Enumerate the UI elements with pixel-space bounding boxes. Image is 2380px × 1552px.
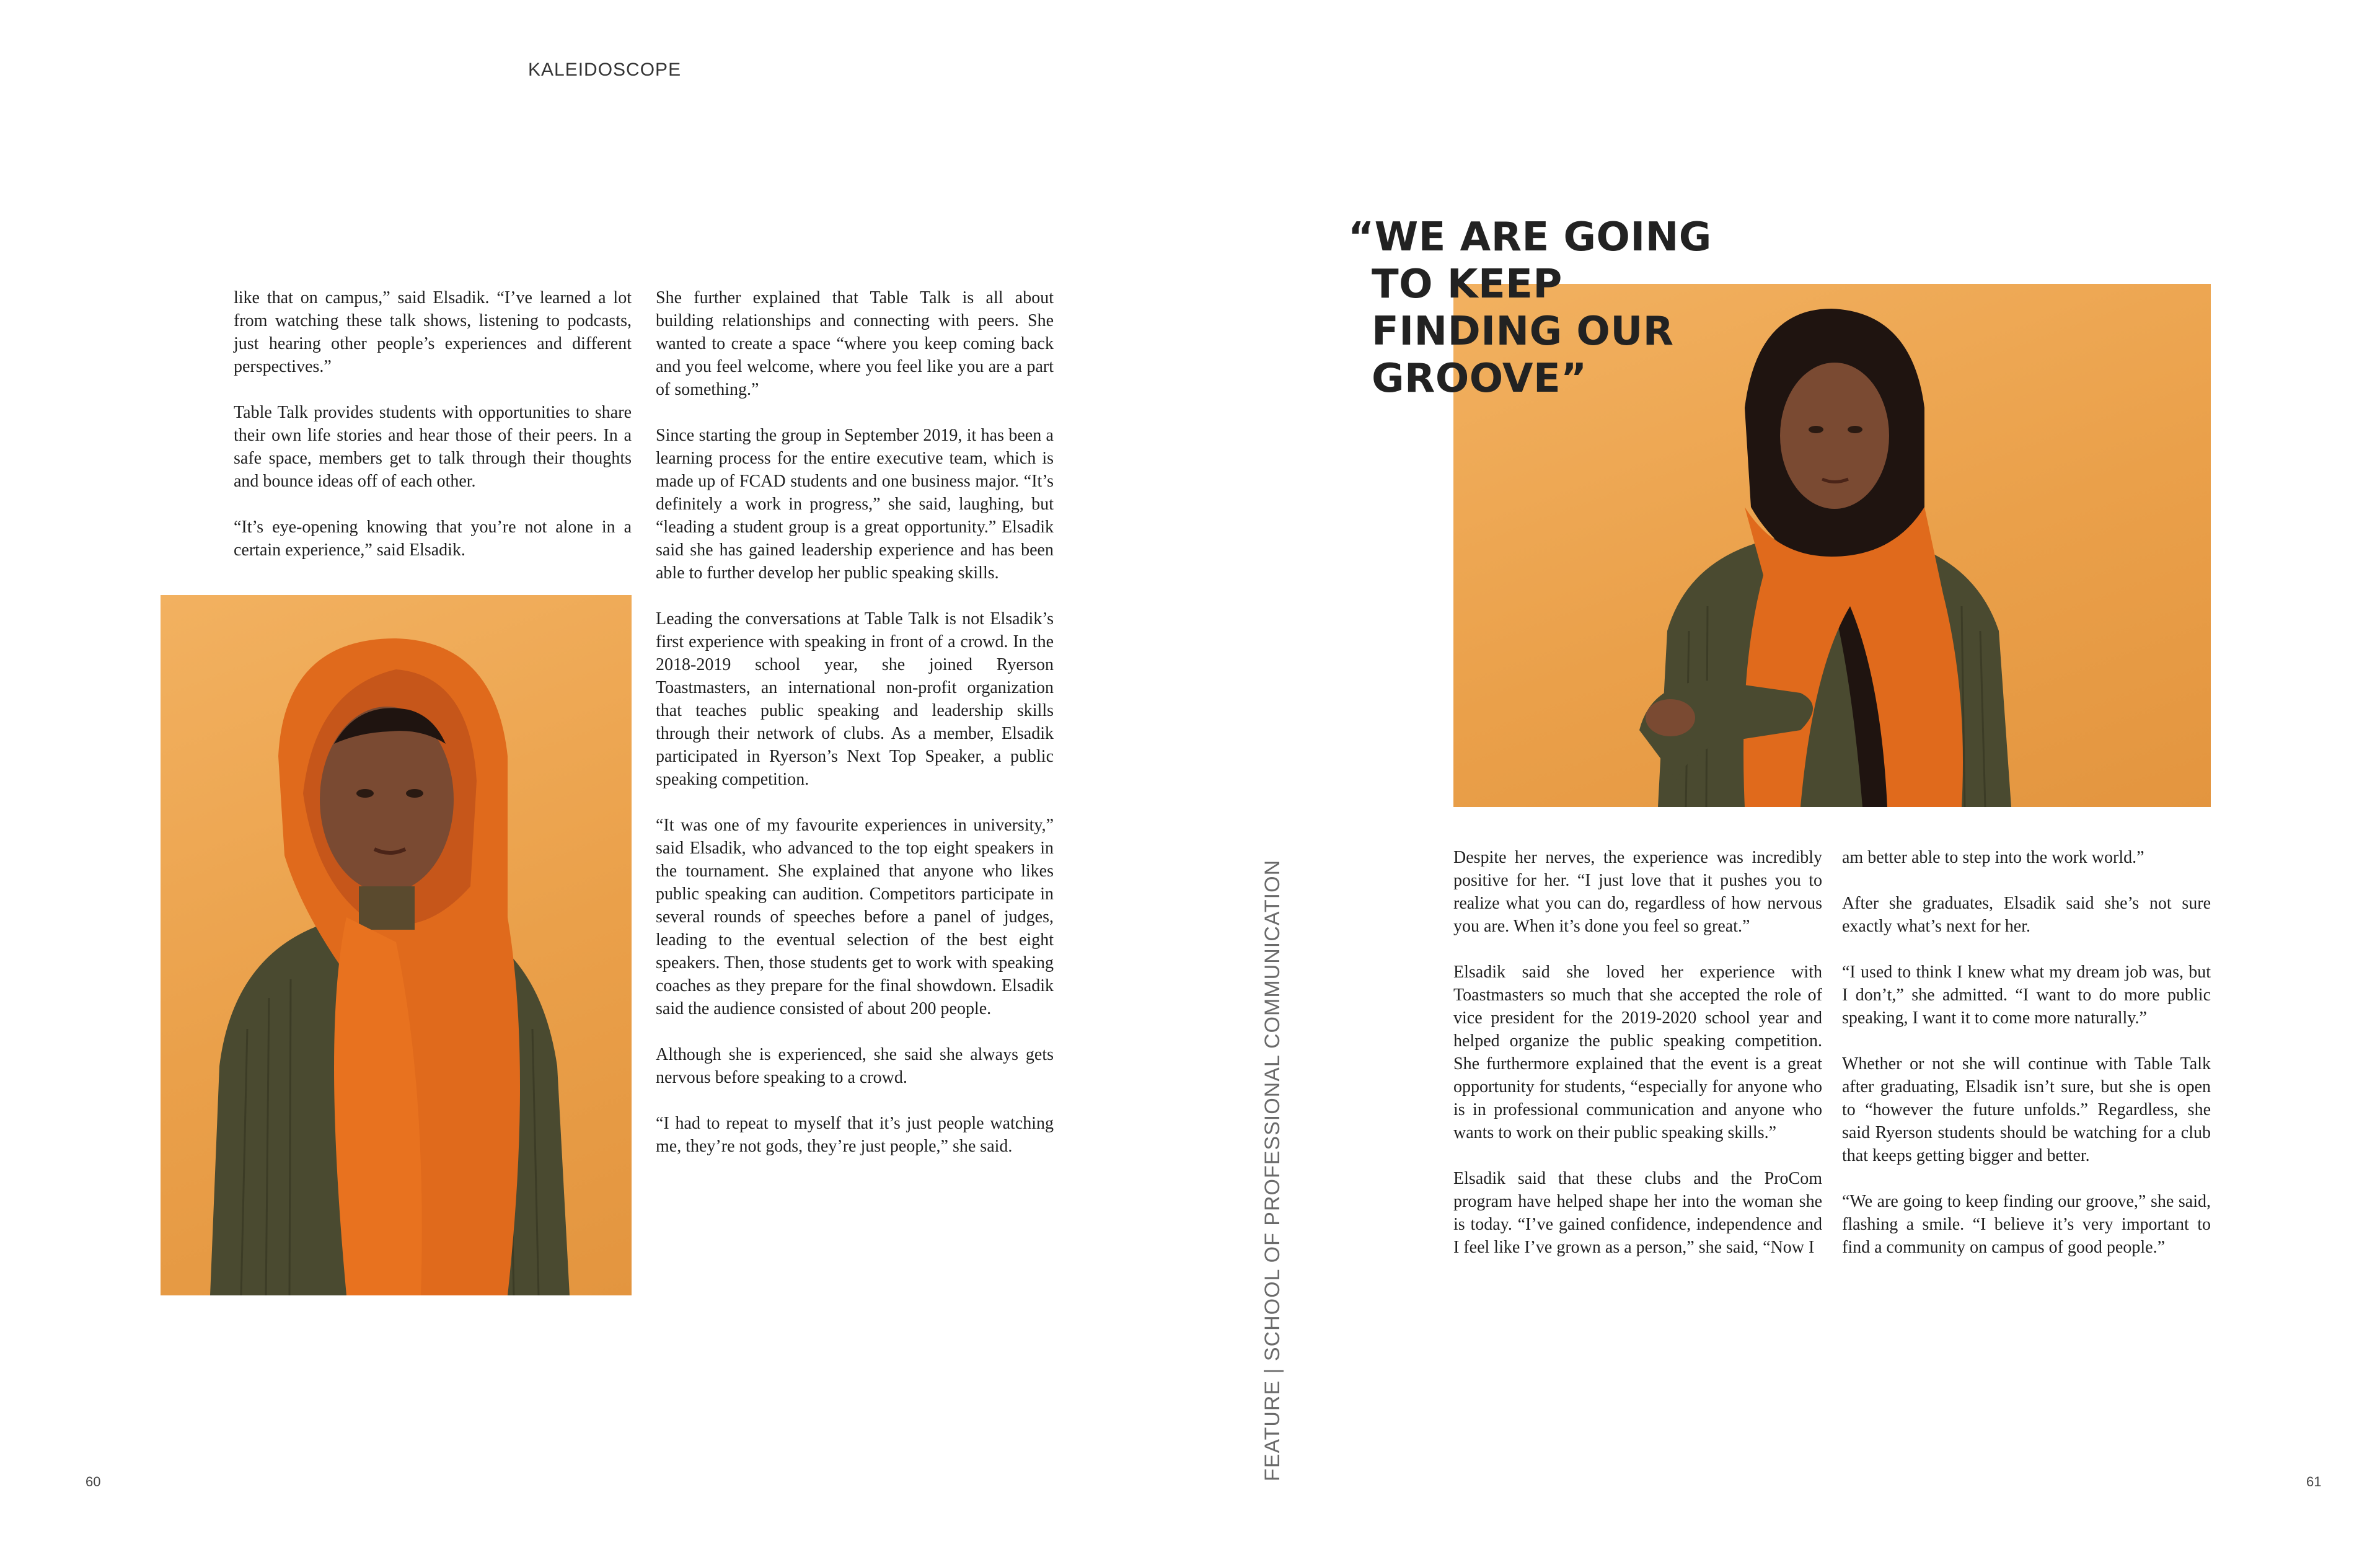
paragraph: “I used to think I knew what my dream job was, but I don’t,” she admitted. “I want to do more public speaking, I want it to come more naturally.” — [1842, 963, 2211, 1028]
running-head: KALEIDOSCOPE — [528, 60, 682, 80]
paragraph: “We are going to keep finding our groove,” she said, flashing a smile. “I believe it’s very important to find a community on campus of good people.” — [1842, 1192, 2211, 1257]
page-number-left: 60 — [86, 1474, 101, 1489]
paragraph: “I had to repeat to myself that it’s just people watching me, they’re not gods, they’re just people,” she said. — [656, 1114, 1054, 1156]
portrait-photo-profile — [161, 595, 632, 1295]
paragraph: Leading the conversations at Table Talk is not Elsadik’s first experience with speaking in front of a crowd. In the 2018-2019 school year, she joined Ryerson Toastmasters, an international non-profit organization that teaches public speaking and leadership skills through their network of clubs. As a member, Elsadik participated in Ryerson’s Next Top Speaker, a public speaking competition. — [656, 609, 1054, 789]
paragraph: After she graduates, Elsadik said she’s not sure exactly what’s next for her. — [1842, 894, 2211, 936]
paragraph: “It’s eye-opening knowing that you’re not alone in a certain experience,” said Elsadik. — [234, 518, 632, 560]
right-column-1 — [1453, 846, 1822, 1282]
pull-quote — [1348, 214, 1794, 402]
paragraph: Elsadik said that these clubs and the ProCom program have helped shape her into the woman she is today. “I’ve gained confidence, independence and I feel like I’ve grown as a person,” she said, “Now I — [1453, 1169, 1822, 1257]
paragraph: Table Talk provides students with opportunities to share their own life stories and hear those of their peers. In a safe space, members get to talk through their thoughts and bounce ideas off of each other. — [234, 403, 632, 491]
paragraph: like that on campus,” said Elsadik. “I’ve learned a lot from watching these talk shows, listening to podcasts, just hearing other people’s experiences and different perspectives.” — [234, 288, 632, 376]
paragraph: Despite her nerves, the experience was incredibly positive for her. “I just love that it pushes you to realize what you can do, regardless of how nervous you are. When it’s done you feel so great.” — [1453, 848, 1822, 936]
paragraph: Although she is experienced, she said she always gets nervous before speaking to a crowd. — [656, 1045, 1054, 1087]
paragraph: Elsadik said she loved her experience with Toastmasters so much that she accepted the role of vice president for the 2019-2020 school year and helped organize the public speaking competition. She furthermore explained that the event is a great opportunity for students, “especially for anyone who is in professional communication and anyone who wants to work on their public speaking skills.” — [1453, 963, 1822, 1142]
section-label: FEATURE | SCHOOL OF PROFESSIONAL COMMUNICATION — [1261, 859, 1284, 1481]
paragraph: “It was one of my favourite experiences in university,” said Elsadik, who advanced to the top eight speakers in the tournament. She explained that anyone who likes public speaking can audition. Competitors participate in several rounds of speeches before a panel of judges, leading to the eventual selection of the best eight speakers. Then, those students get to work with speaking coaches as they prepare for the final showdown. Elsadik said the audience consisted of about 200 people. — [656, 816, 1054, 1018]
page-number-right: 61 — [2306, 1474, 2322, 1489]
portrait-illustration — [161, 595, 632, 1295]
left-column-2 — [656, 286, 1054, 1181]
pull-quote-line: “WE ARE GOING — [1348, 214, 1712, 260]
pull-quote-line: GROOVE” — [1372, 356, 1587, 402]
pull-quote-line: TO KEEP — [1372, 262, 1562, 307]
paragraph: She further explained that Table Talk is all about building relationships and connecting with peers. She wanted to create a space “where you keep coming back and you feel welcome, where you feel like you are a part of something.” — [656, 288, 1054, 399]
paragraph: Since starting the group in September 2019, it has been a learning process for the entire executive team, which is made up of FCAD students and one business major. “It’s definitely a work in progress,” she said, laughing, but “leading a student group is a great opportunity.” Elsadik said she has gained leadership experience and has been able to further develop her public speaking skills. — [656, 426, 1054, 583]
left-column-1 — [234, 286, 632, 584]
paragraph: am better able to step into the work world.” — [1842, 848, 2144, 867]
right-column-2 — [1842, 846, 2211, 1282]
pull-quote-line: FINDING OUR — [1372, 309, 1674, 355]
paragraph: Whether or not she will continue with Table Talk after graduating, Elsadik isn’t sure, but she is open to “however the future unfolds.” Regardless, she said Ryerson students should be watching for a club that keeps getting bigger and better. — [1842, 1054, 2211, 1165]
